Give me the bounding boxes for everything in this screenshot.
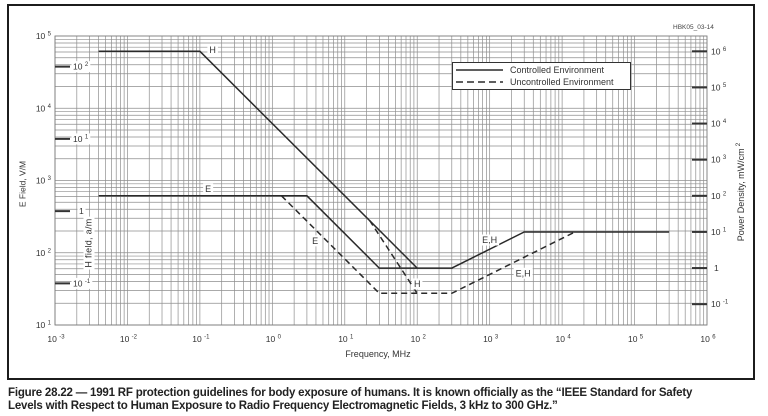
x-tick-label: 10 $^{-3}$	[47, 334, 65, 344]
h-field-tick-label: 10 $^2$	[73, 61, 89, 72]
caption-line-2: Levels with Respect to Human Exposure to Radio Frequency Electromagnetic Fields, 3 kHz to 300 GHz.”	[8, 400, 558, 412]
x-tick-label: 10 $^6$	[700, 334, 716, 344]
dashed-line-swatch-icon	[456, 79, 503, 85]
caption-line-1: Figure 28.22 — 1991 RF protection guidelines for body exposure of humans. It is known officially as the “IEEE Standard for Safety	[8, 387, 693, 399]
x-tick-label: 10 $^4$	[555, 334, 571, 344]
curve-annotation-label: E,H	[515, 268, 531, 279]
power-density-tick-label: 10 $^3$	[711, 154, 727, 165]
y-tick-label: 10 $^2$	[35, 247, 51, 258]
x-axis-ticks	[47, 334, 716, 344]
series-line-1	[99, 51, 418, 268]
curve-annotation-label: E,H	[482, 235, 498, 246]
power-density-label-superscript: 2	[735, 142, 742, 147]
power-density-tick-label: 10 $^2$	[711, 190, 727, 201]
x-tick-label: 10 $^2$	[410, 334, 426, 344]
h-field-tick-label: 10 $^1$	[73, 133, 89, 144]
legend-label: Uncontrolled Environment	[510, 77, 614, 87]
curve-annotation-label: H	[413, 278, 421, 289]
figure-caption	[8, 387, 692, 413]
legend-label: Controlled Environment	[510, 65, 605, 75]
curve-annotation-label: E	[205, 184, 212, 195]
y-tick-label: 10 $^1$	[35, 320, 51, 330]
power-density-tick-label: 10 $^6$	[711, 46, 727, 57]
y-axis-label-e-field: E Field, V/M	[17, 160, 28, 208]
power-density-label-text: Power Density, mW/cm	[736, 148, 746, 242]
x-tick-label: 10 $^{-1}$	[192, 334, 210, 344]
y-axis-ticks-e-field	[36, 31, 52, 330]
curve-annotation-label: E	[312, 235, 319, 246]
power-density-ticks	[692, 46, 729, 309]
legend-entry-controlled	[456, 64, 604, 76]
y-tick-label: 10 $^5$	[35, 31, 51, 41]
x-tick-label: 10 $^3$	[483, 334, 499, 344]
power-density-tick-label: 10 $^5$	[711, 82, 727, 93]
x-tick-label: 10 $^0$	[265, 334, 281, 344]
curve-annotation-label: H	[209, 45, 216, 56]
power-density-tick-label: 10 $^1$	[711, 226, 727, 237]
y-tick-label: 10 $^4$	[35, 103, 51, 114]
series-line-0	[99, 196, 670, 268]
power-density-tick-label: 1	[714, 263, 719, 274]
x-axis-label: Frequency, MHz	[345, 349, 411, 359]
x-tick-label: 10 $^1$	[338, 334, 354, 344]
y-axis-label-power-density	[736, 143, 748, 241]
legend-entry-uncontrolled	[456, 76, 614, 88]
chart-legend	[452, 62, 631, 90]
x-tick-label: 10 $^{-2}$	[119, 334, 138, 344]
solid-line-swatch-icon	[456, 67, 503, 73]
power-density-tick-label: 10 $^4$	[711, 118, 727, 129]
h-field-tick-label: 1	[79, 206, 84, 217]
h-field-tick-label: 10 $^{-1}$	[73, 278, 91, 289]
figure-id-label: HBK05_03-14	[673, 24, 714, 31]
y-axis-label-h-field: H field, a/m	[83, 218, 94, 268]
y-tick-label: 10 $^3$	[35, 175, 51, 186]
power-density-tick-label: 10 $^{-1}$	[711, 299, 729, 310]
x-tick-label: 10 $^5$	[627, 334, 644, 344]
